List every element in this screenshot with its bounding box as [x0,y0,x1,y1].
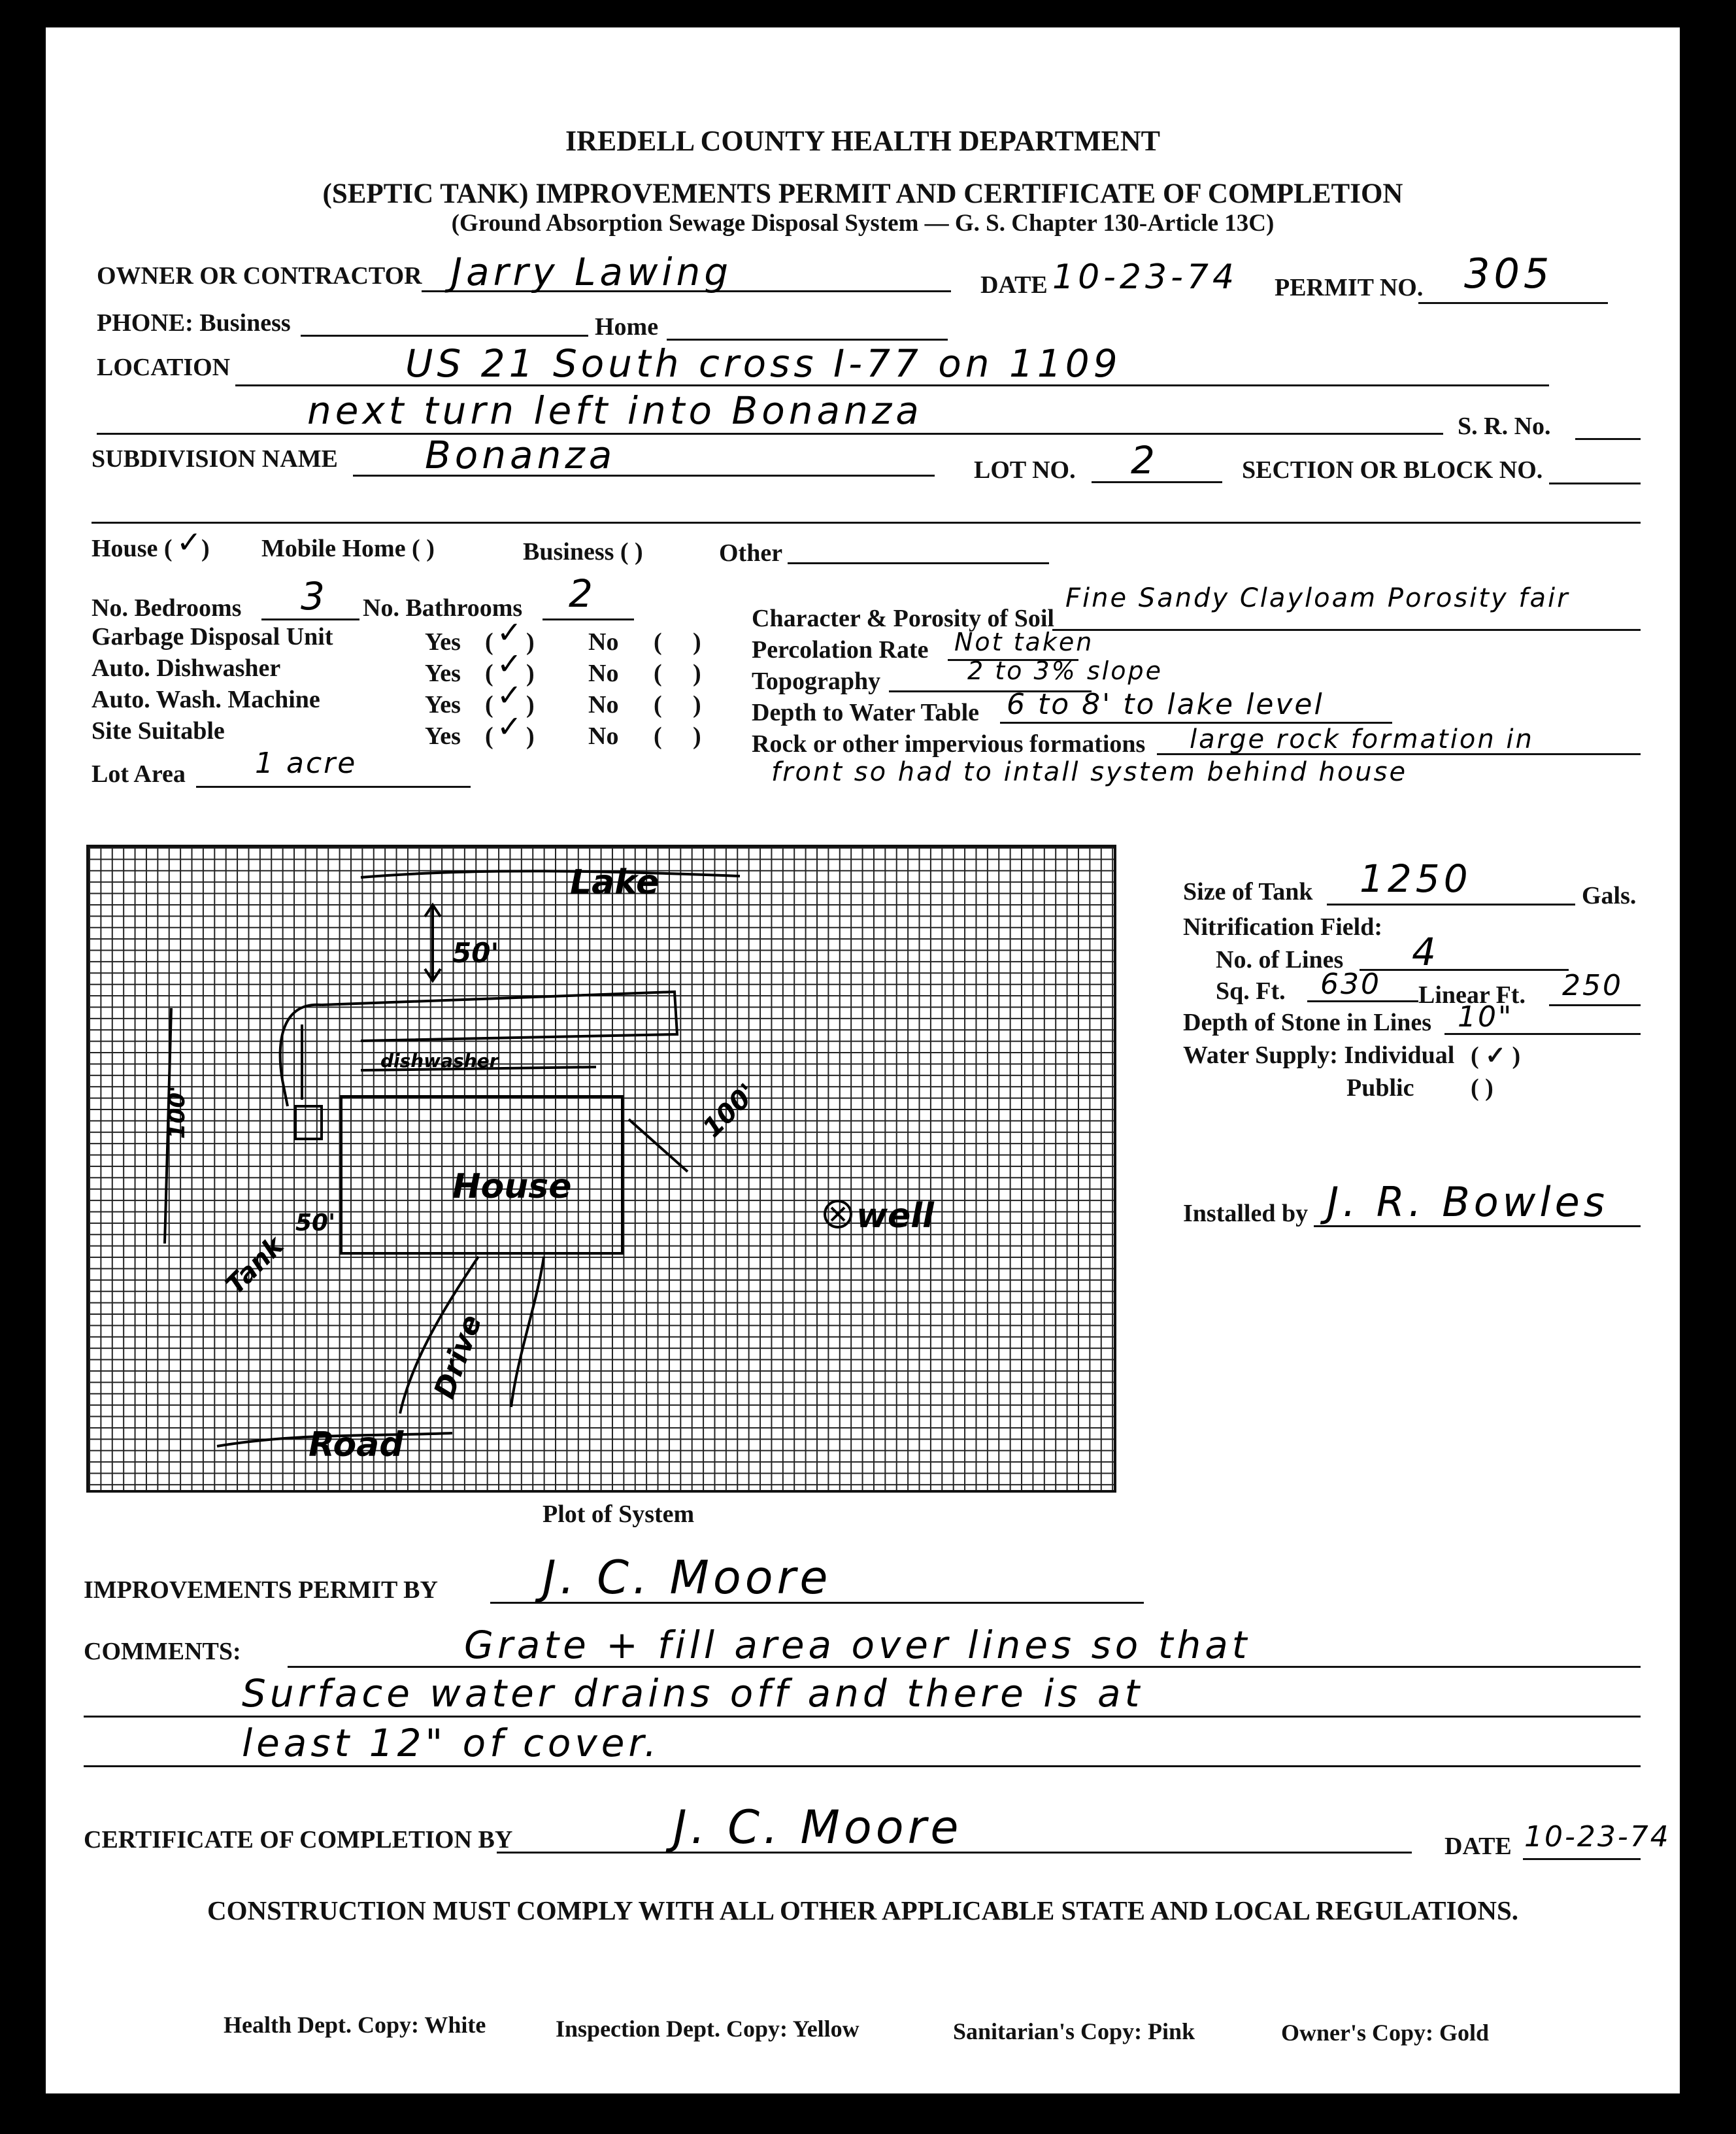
washer-yes-close: ) [526,691,535,719]
copy-sanitarian: Sanitarian's Copy: Pink [953,2018,1195,2044]
washer-yes: Yes [425,691,461,719]
certificate-date-label: DATE [1444,1833,1512,1860]
washer-no-open: ( [654,691,662,719]
sqft-value: 630 [1320,968,1381,1001]
lot-label: LOT NO. [974,456,1076,484]
dishwasher-yes-close: ) [526,660,535,687]
phone-business-label: PHONE: Business [97,309,291,337]
public-label: Public [1346,1074,1414,1102]
phone-business-line [301,335,588,337]
house-close: ) [201,535,210,562]
plot-well-distance: 100' [697,1077,763,1144]
bathrooms-label: No. Bathrooms [363,594,523,622]
site-yes-open: ( [485,722,493,750]
washer-check: ✓ [497,677,522,713]
soil-character-label: Character & Porosity of Soil [752,605,1054,632]
rock-value-1: large rock formation in [1190,724,1534,754]
lines-line [1360,969,1569,971]
certificate-label: CERTIFICATE OF COMPLETION BY [84,1826,513,1854]
sr-label: S. R. No. [1458,413,1551,440]
location-label: LOCATION [97,354,231,381]
water-table-line [1000,722,1392,724]
garbage-no: No [588,628,619,656]
permit-label: PERMIT NO. [1275,274,1424,301]
rock-label: Rock or other impervious formations [752,730,1146,758]
date-value: 10-23-74 [1052,258,1239,297]
washer-label: Auto. Wash. Machine [92,686,320,713]
department-title: IREDELL COUNTY HEALTH DEPARTMENT [565,125,1160,157]
dishwasher-label: Auto. Dishwasher [92,654,281,682]
plot-caption: Plot of System [542,1500,695,1528]
dishwasher-yes: Yes [425,660,461,687]
lot-area-value: 1 acre [255,747,358,780]
tank-size-value: 1250 [1360,856,1472,901]
topography-label: Topography [752,668,881,695]
dishwasher-no: No [588,660,619,687]
plot-dishwasher-label: dishwasher [380,1050,499,1072]
garbage-yes: Yes [425,628,461,656]
site-no: No [588,722,619,750]
section-divider [92,522,1641,524]
owner-value: Jarry Lawing [451,250,733,294]
washer-yes-open: ( [485,691,493,719]
form-title: (SEPTIC TANK) IMPROVEMENTS PERMIT AND CERTIFICATE OF COMPLETION [322,178,1403,209]
comments-label: COMMENTS: [84,1638,241,1665]
linear-value: 250 [1562,969,1623,1002]
site-suitable-label: Site Suitable [92,717,225,745]
date-label: DATE [980,271,1048,299]
bedrooms-value: 3 [301,574,329,618]
certificate-date-value: 10-23-74 [1524,1820,1671,1854]
house-label: House ( [92,535,173,562]
improvements-signature: J. C. Moore [542,1551,832,1604]
improvements-label: IMPROVEMENTS PERMIT BY [84,1576,438,1604]
nitrification-label: Nitrification Field: [1183,913,1382,941]
comments-text-2: Surface water drains off and there is at [242,1671,1144,1716]
comments-line-3 [84,1765,1641,1767]
mobile-home-label: Mobile Home ( ) [261,535,435,562]
plot-tank-distance: 50' [295,1210,336,1236]
phone-home-line [667,339,948,341]
stone-value: 10" [1458,1000,1514,1034]
comments-text-1: Grate + fill area over lines so that [464,1623,1251,1667]
plot-lake-label: Lake [570,863,659,902]
stone-label: Depth of Stone in Lines [1183,1009,1432,1036]
lines-value: 4 [1412,930,1440,974]
garbage-no-open: ( [654,628,662,656]
comments-text-3: least 12" of cover. [242,1721,661,1765]
site-check: ✓ [497,709,522,744]
bathrooms-value: 2 [569,571,597,616]
washer-no-close: ) [693,691,701,719]
copy-inspection: Inspection Dept. Copy: Yellow [556,2016,860,2042]
public-value: ( ) [1471,1074,1494,1102]
compliance-notice: CONSTRUCTION MUST COMPLY WITH ALL OTHER APPLICABLE STATE AND LOCAL REGULATIONS. [207,1895,1519,1925]
linear-label: Linear Ft. [1418,981,1526,1009]
perc-value: Not taken [954,628,1094,656]
water-supply-label: Water Supply: Individual [1183,1042,1455,1069]
tank-unit: Gals. [1582,882,1637,909]
installed-by-label: Installed by [1183,1200,1309,1227]
copy-owner: Owner's Copy: Gold [1281,2020,1490,2046]
form-subtitle: (Ground Absorption Sewage Disposal System — G. S. Chapter 130-Article 13C) [451,210,1275,237]
copy-health: Health Dept. Copy: White [224,2012,486,2038]
bathrooms-line [542,618,634,620]
plot-house-label: House [452,1167,572,1206]
owner-label: OWNER OR CONTRACTOR [97,262,422,290]
dishwasher-yes-open: ( [485,660,493,687]
garbage-label: Garbage Disposal Unit [92,623,333,651]
installed-by-value: J. R. Bowles [1327,1178,1609,1226]
phone-home-label: Home [595,313,659,341]
lines-label: No. of Lines [1216,946,1344,974]
garbage-yes-open: ( [485,628,493,656]
dishwasher-no-close: ) [693,660,701,687]
water-table-label: Depth to Water Table [752,699,980,726]
subdivision-label: SUBDIVISION NAME [92,445,338,473]
sqft-label: Sq. Ft. [1216,977,1286,1005]
site-yes: Yes [425,722,461,750]
site-yes-close: ) [526,722,535,750]
topography-value: 2 to 3% slope [967,656,1163,685]
lot-area-line [196,786,471,788]
business-label: Business ( ) [523,538,643,566]
permit-line [1418,302,1608,304]
certificate-signature: J. C. Moore [673,1801,963,1854]
permit-form [46,27,1680,2093]
washer-no: No [588,691,619,719]
tank-size-label: Size of Tank [1183,878,1313,906]
location-line-2 [97,433,1443,435]
rock-value-2: front so had to intall system behind house [771,757,1408,787]
location-line1: US 21 South cross I-77 on 1109 [405,341,1122,386]
comments-line-2 [84,1716,1641,1718]
perc-label: Percolation Rate [752,636,929,664]
garbage-check: ✓ [497,615,522,650]
location-line2: next turn left into Bonanza [307,388,923,433]
soil-character-line [1052,629,1641,631]
section-label: SECTION OR BLOCK NO. [1242,456,1543,484]
dishwasher-no-open: ( [654,660,662,687]
house-check: ✓ [176,524,202,560]
lot-area-label: Lot Area [92,760,186,788]
garbage-yes-close: ) [526,628,535,656]
section-line [1549,483,1641,484]
bedrooms-label: No. Bedrooms [92,594,242,622]
lot-value: 2 [1131,438,1159,483]
site-no-close: ) [693,722,701,750]
other-line [788,562,1049,564]
plot-lake-distance: 50' [452,937,499,969]
plot-sketch [86,845,1116,1493]
plot-well-label: well [856,1196,934,1236]
permit-value: 305 [1464,250,1554,297]
plot-drive-label: Drive [427,1310,489,1403]
plot-road-label: Road [309,1425,404,1465]
bedrooms-line [261,618,359,620]
dishwasher-check: ✓ [497,646,522,681]
subdivision-value: Bonanza [425,433,616,477]
water-table-value: 6 to 8' to lake level [1007,688,1324,721]
certificate-date-line [1523,1858,1641,1860]
plot-tank-label: Tank [220,1230,290,1301]
other-label: Other [719,539,783,567]
garbage-no-close: ) [693,628,701,656]
site-no-open: ( [654,722,662,750]
soil-character-value: Fine Sandy Clayloam Porosity fair [1065,583,1570,613]
plot-side-distance: 100' [164,1085,190,1139]
sr-line [1575,438,1641,440]
water-individual-mark: ( ✓ ) [1471,1042,1521,1070]
linear-line [1549,1004,1641,1006]
tank-size-line [1327,904,1575,906]
